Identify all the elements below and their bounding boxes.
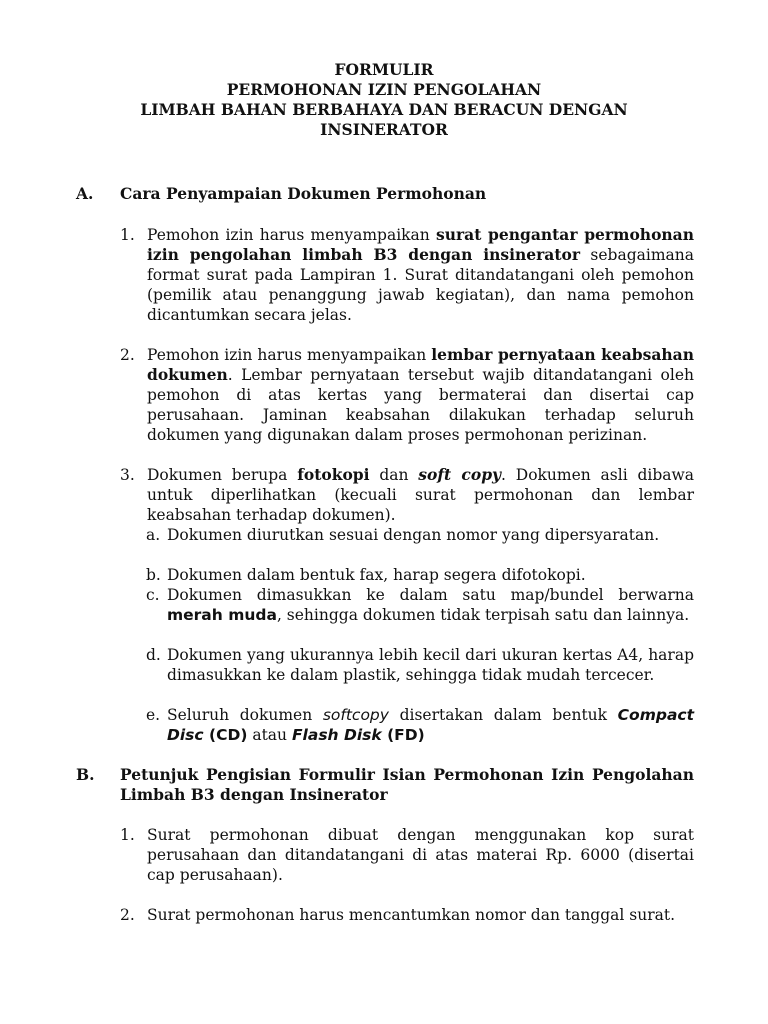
subitem-letter: e.	[146, 706, 161, 724]
item-number: 1.	[120, 826, 135, 844]
subitem-text: Dokumen diurutkan sesuai dengan nomor yang dipersyaratan.	[167, 526, 660, 544]
subitem-letter: b.	[146, 566, 161, 584]
subitem-letter: d.	[146, 646, 161, 664]
title-line-4: INSINERATOR	[320, 120, 448, 139]
section-a-item-1	[120, 225, 694, 325]
section-a-item-2	[120, 345, 694, 445]
section-b-title: Petunjuk Pengisian Formulir Isian Permohonan Izin Pengolahan Limbah B3 dengan Insinerator	[120, 765, 694, 804]
section-a-subitem-e	[146, 705, 694, 745]
subitem-text: Dokumen dimasukkan ke dalam satu map/bundel berwarna merah muda, sehingga dokumen tidak terpisah satu dan lainnya.	[167, 586, 694, 624]
title-line-1: FORMULIR	[334, 60, 434, 79]
item-text: Pemohon izin harus menyampaikan surat pengantar permohonan izin pengolahan limbah B3 dengan insinerator sebagaimana format surat pada Lampiran 1. Surat ditandatangani oleh pemohon (pemilik atau penanggung jawab kegiatan), dan nama pemohon dicantumkan secara jelas.	[147, 225, 694, 324]
item-number: 1.	[120, 226, 135, 244]
item-number: 2.	[120, 346, 135, 364]
item-text: Pemohon izin harus menyampaikan lembar pernyataan keabsahan dokumen. Lembar pernyataan tersebut wajib ditandatangani oleh pemohon di atas kertas yang bermaterai dan disertai cap perusahaan. Jaminan keabsahan dilakukan terhadap seluruh dokumen yang digunakan dalam proses permohonan perizinan.	[147, 345, 694, 444]
section-b-letter: B.	[76, 765, 95, 784]
section-b-item-1	[120, 825, 694, 885]
section-a-subitem-d	[146, 645, 694, 685]
section-a-subitem-b	[146, 565, 694, 585]
section-a-letter: A.	[76, 184, 94, 203]
item-text: Dokumen berupa fotokopi dan soft copy. Dokumen asli dibawa untuk diperlihatkan (kecuali surat permohonan dan lembar keabsahan terhadap dokumen).	[147, 465, 694, 524]
title-line-3: LIMBAH BAHAN BERBAHAYA DAN BERACUN DENGAN	[140, 100, 628, 119]
section-b-item-2	[120, 905, 694, 925]
document-title	[100, 60, 668, 140]
section-a-item-3	[120, 465, 694, 525]
section-a-subitem-c	[146, 585, 694, 625]
item-text: Surat permohonan harus mencantumkan nomor dan tanggal surat.	[147, 906, 676, 924]
section-a-title: Cara Penyampaian Dokumen Permohonan	[120, 184, 487, 203]
subitem-letter: a.	[146, 526, 161, 544]
item-number: 2.	[120, 906, 135, 924]
subitem-text: Dokumen yang ukurannya lebih kecil dari ukuran kertas A4, harap dimasukkan ke dalam plastik, sehingga tidak mudah tercecer.	[167, 646, 694, 684]
section-a-subitem-a	[146, 525, 694, 545]
item-text: Surat permohonan dibuat dengan menggunakan kop surat perusahaan dan ditandatangani di atas materai Rp. 6000 (disertai cap perusahaan).	[147, 826, 694, 884]
item-number: 3.	[120, 466, 135, 484]
subitem-text: Seluruh dokumen softcopy disertakan dalam bentuk Compact Disc (CD) atau Flash Disk (FD)	[167, 706, 694, 744]
subitem-letter: c.	[146, 586, 160, 604]
title-line-2: PERMOHONAN IZIN PENGOLAHAN	[226, 80, 542, 99]
subitem-text: Dokumen dalam bentuk fax, harap segera difotokopi.	[167, 566, 586, 584]
